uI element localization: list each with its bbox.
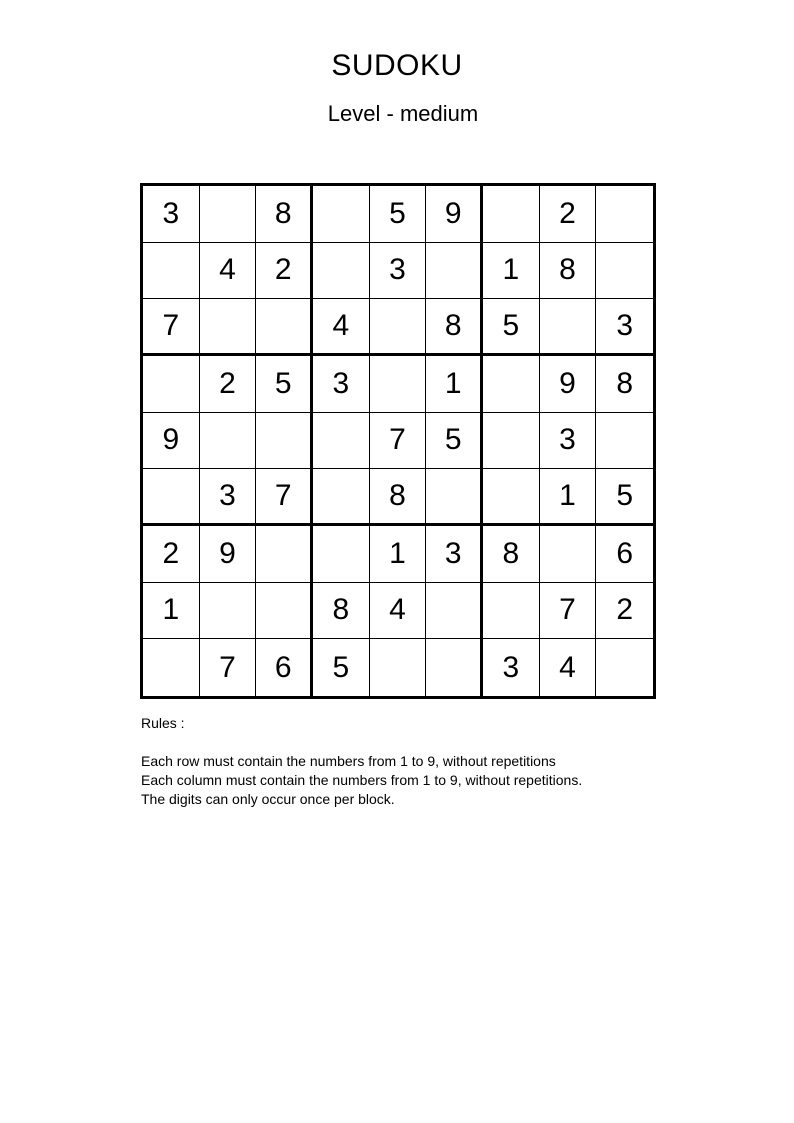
- sudoku-cell-r7-c5: 1: [370, 526, 427, 583]
- sudoku-cell-r1-c1: 3: [143, 186, 200, 243]
- sudoku-cell-r3-c9: 3: [596, 299, 653, 356]
- sudoku-cell-r9-c2: 7: [200, 639, 257, 696]
- sudoku-cell-r2-c7: 1: [483, 243, 540, 300]
- sudoku-cell-r4-c2: 2: [200, 356, 257, 413]
- rule-line-row: Each row must contain the numbers from 1 to 9, without repetitions: [141, 753, 556, 769]
- sudoku-cell-r3-c3[interactable]: [256, 299, 313, 356]
- sudoku-cell-r2-c4[interactable]: [313, 243, 370, 300]
- sudoku-cell-r6-c1[interactable]: [143, 469, 200, 526]
- sudoku-cell-r1-c2[interactable]: [200, 186, 257, 243]
- rules-section: [141, 714, 582, 809]
- sudoku-cell-r5-c5: 7: [370, 413, 427, 470]
- sudoku-cell-r8-c9: 2: [596, 583, 653, 640]
- sudoku-cell-r2-c9[interactable]: [596, 243, 653, 300]
- sudoku-cell-r8-c7[interactable]: [483, 583, 540, 640]
- sudoku-cell-r2-c5: 3: [370, 243, 427, 300]
- sudoku-cell-r5-c7[interactable]: [483, 413, 540, 470]
- sudoku-cell-r8-c1: 1: [143, 583, 200, 640]
- sudoku-cell-r7-c7: 8: [483, 526, 540, 583]
- sudoku-cell-r5-c6: 5: [426, 413, 483, 470]
- sudoku-cell-r1-c4[interactable]: [313, 186, 370, 243]
- sudoku-cell-r5-c8: 3: [540, 413, 597, 470]
- sudoku-cell-r5-c2[interactable]: [200, 413, 257, 470]
- page-title: SUDOKU: [331, 49, 463, 82]
- sudoku-cell-r3-c7: 5: [483, 299, 540, 356]
- sudoku-cell-r8-c5: 4: [370, 583, 427, 640]
- sudoku-cell-r2-c3: 2: [256, 243, 313, 300]
- sudoku-cell-r4-c4: 3: [313, 356, 370, 413]
- sudoku-cell-r5-c1: 9: [143, 413, 200, 470]
- sudoku-cell-r3-c5[interactable]: [370, 299, 427, 356]
- sudoku-cell-r7-c1: 2: [143, 526, 200, 583]
- sudoku-cell-r9-c9[interactable]: [596, 639, 653, 696]
- sudoku-cell-r5-c3[interactable]: [256, 413, 313, 470]
- sudoku-cell-r8-c6[interactable]: [426, 583, 483, 640]
- sudoku-cell-r2-c8: 8: [540, 243, 597, 300]
- sudoku-cell-r6-c4[interactable]: [313, 469, 370, 526]
- sudoku-cell-r1-c9[interactable]: [596, 186, 653, 243]
- sudoku-cell-r4-c9: 8: [596, 356, 653, 413]
- sudoku-cell-r8-c3[interactable]: [256, 583, 313, 640]
- sudoku-cell-r2-c6[interactable]: [426, 243, 483, 300]
- sudoku-cell-r9-c5[interactable]: [370, 639, 427, 696]
- sudoku-cell-r7-c6: 3: [426, 526, 483, 583]
- sudoku-cell-r3-c6: 8: [426, 299, 483, 356]
- sudoku-cell-r6-c5: 8: [370, 469, 427, 526]
- sudoku-cell-r6-c7[interactable]: [483, 469, 540, 526]
- sudoku-cell-r9-c7: 3: [483, 639, 540, 696]
- rule-line-column: Each column must contain the numbers from 1 to 9, without repetitions.: [141, 772, 583, 788]
- sudoku-cell-r1-c8: 2: [540, 186, 597, 243]
- rules-title: Rules :: [141, 715, 185, 731]
- sudoku-cell-r9-c6[interactable]: [426, 639, 483, 696]
- sudoku-cell-r4-c8: 9: [540, 356, 597, 413]
- sudoku-cell-r3-c1: 7: [143, 299, 200, 356]
- sudoku-cell-r3-c4: 4: [313, 299, 370, 356]
- sudoku-cell-r7-c3[interactable]: [256, 526, 313, 583]
- sudoku-cell-r1-c3: 8: [256, 186, 313, 243]
- sudoku-cell-r4-c6: 1: [426, 356, 483, 413]
- sudoku-cell-r6-c2: 3: [200, 469, 257, 526]
- sudoku-cell-r4-c1[interactable]: [143, 356, 200, 413]
- sudoku-cell-r7-c2: 9: [200, 526, 257, 583]
- sudoku-cell-r3-c8[interactable]: [540, 299, 597, 356]
- sudoku-cell-r8-c2[interactable]: [200, 583, 257, 640]
- sudoku-cell-r7-c8[interactable]: [540, 526, 597, 583]
- sudoku-cell-r6-c6[interactable]: [426, 469, 483, 526]
- sudoku-cell-r9-c1[interactable]: [143, 639, 200, 696]
- sudoku-cell-r9-c8: 4: [540, 639, 597, 696]
- sudoku-cell-r9-c4: 5: [313, 639, 370, 696]
- sudoku-cell-r3-c2[interactable]: [200, 299, 257, 356]
- sudoku-cell-r7-c4[interactable]: [313, 526, 370, 583]
- sudoku-cell-r9-c3: 6: [256, 639, 313, 696]
- sudoku-cell-r2-c2: 4: [200, 243, 257, 300]
- sudoku-grid: [140, 183, 656, 699]
- sudoku-cell-r5-c4[interactable]: [313, 413, 370, 470]
- sudoku-cell-r5-c9[interactable]: [596, 413, 653, 470]
- rule-line-block: The digits can only occur once per block.: [141, 791, 395, 807]
- sudoku-cell-r8-c8: 7: [540, 583, 597, 640]
- sudoku-cell-r4-c3: 5: [256, 356, 313, 413]
- level-label: Level - medium: [327, 101, 479, 126]
- sudoku-cell-r6-c9: 5: [596, 469, 653, 526]
- sudoku-cell-r2-c1[interactable]: [143, 243, 200, 300]
- sudoku-cell-r7-c9: 6: [596, 526, 653, 583]
- sudoku-cell-r1-c5: 5: [370, 186, 427, 243]
- sudoku-cell-r8-c4: 8: [313, 583, 370, 640]
- sudoku-cell-r1-c6: 9: [426, 186, 483, 243]
- sudoku-cell-r1-c7[interactable]: [483, 186, 540, 243]
- sudoku-cell-r6-c3: 7: [256, 469, 313, 526]
- sudoku-cell-r6-c8: 1: [540, 469, 597, 526]
- sudoku-cell-r4-c7[interactable]: [483, 356, 540, 413]
- sudoku-cell-r4-c5[interactable]: [370, 356, 427, 413]
